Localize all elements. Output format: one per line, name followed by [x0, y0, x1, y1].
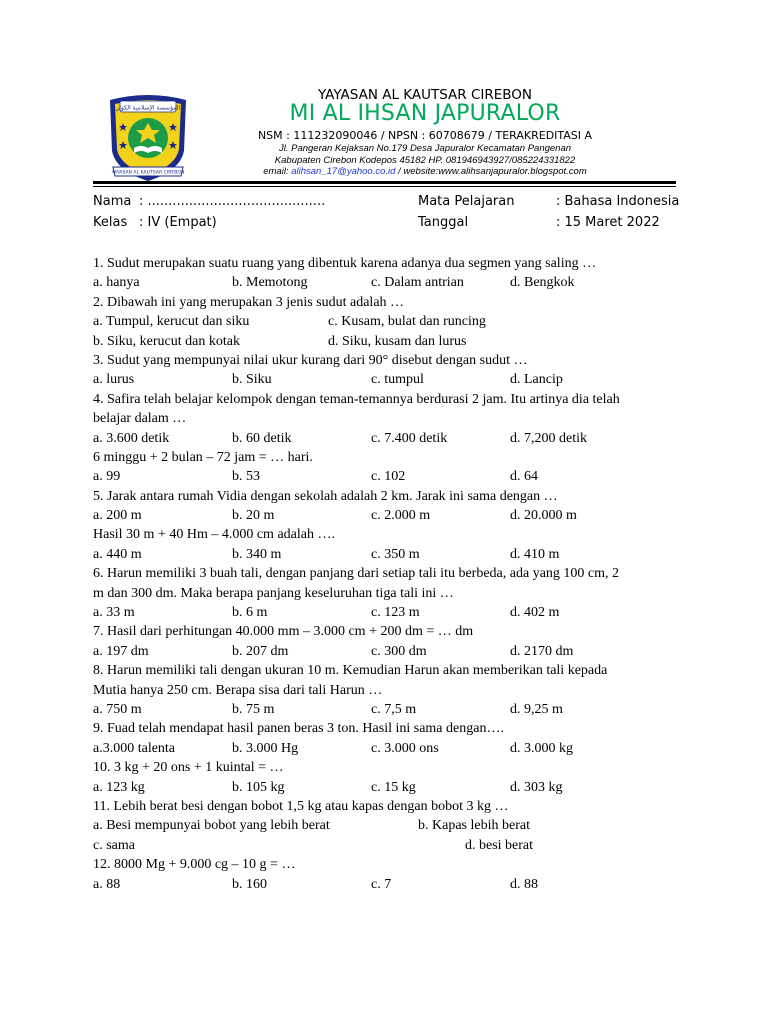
question-item: [93, 797, 683, 855]
answer-options-row: [93, 273, 683, 292]
answer-option[interactable]: b. Kapas lebih berat: [418, 818, 530, 834]
question-text: 4. Safira telah belajar kelompok dengan teman-temannya berdurasi 2 jam. Itu artinya dia telah: [93, 391, 620, 407]
answer-option[interactable]: a. 197 dm: [93, 643, 149, 659]
question-item: [93, 254, 683, 293]
answer-option[interactable]: c. 123 m: [371, 605, 420, 621]
answer-option[interactable]: c. 300 dm: [371, 643, 427, 659]
question-item: [93, 758, 683, 797]
answer-option[interactable]: b. 6 m: [232, 605, 268, 621]
question-text: 12. 8000 Mg + 9.000 cg – 10 g = …: [93, 857, 296, 873]
question-item: [93, 351, 683, 390]
answer-option[interactable]: b. 75 m: [232, 701, 275, 717]
answer-option[interactable]: d. Lancip: [510, 372, 563, 388]
question-text: 3. Sudut yang mempunyai nilai ukur kurang dari 90° disebut dengan sudut …: [93, 352, 528, 368]
answer-option[interactable]: c. 7,5 m: [371, 701, 417, 717]
email-link[interactable]: alihsan_17@yahoo.co.id: [291, 166, 396, 177]
subject-label: Mata Pelajaran: [418, 194, 515, 209]
answer-options-row: [93, 332, 683, 351]
answer-options-row: [93, 739, 683, 758]
school-address-line-2: Kabupaten Cirebon Kodepos 45182 HP. 081946943927/085224331822: [274, 155, 576, 166]
answer-options-row: [93, 778, 683, 797]
question-text: 2. Dibawah ini yang merupakan 3 jenis sudut adalah …: [93, 294, 405, 310]
date-label: Tanggal: [418, 215, 469, 230]
answer-option[interactable]: a. 200 m: [93, 508, 142, 524]
answer-option[interactable]: b. 340 m: [232, 546, 282, 562]
answer-option[interactable]: b. 53: [232, 469, 260, 485]
answer-option[interactable]: d. 303 kg: [510, 779, 563, 795]
answer-options-row: [93, 312, 683, 331]
class-label: Kelas: [93, 215, 128, 230]
answer-option[interactable]: d. 64: [510, 469, 538, 485]
answer-option[interactable]: b. 3.000 Hg: [232, 740, 299, 756]
answer-option[interactable]: a. lurus: [93, 372, 135, 388]
school-registration: NSM : 111232090046 / NPSN : 60708679 / TERAKREDITASI A: [257, 129, 593, 142]
answer-option[interactable]: b. Memotong: [232, 275, 308, 291]
answer-option[interactable]: b. 20 m: [232, 508, 275, 524]
question-text: 9. Fuad telah mendapat hasil panen beras 3 ton. Hasil ini sama dengan….: [93, 721, 504, 737]
question-text: 5. Jarak antara rumah Vidia dengan sekolah adalah 2 km. Jarak ini sama dengan …: [93, 488, 558, 504]
answer-option[interactable]: a. hanya: [93, 275, 140, 291]
question-text: Hasil 30 m + 40 Hm – 4.000 cm adalah ….: [93, 527, 335, 543]
question-item: [93, 719, 683, 758]
question-text: 10. 3 kg + 20 ons + 1 kuintal = …: [93, 760, 284, 776]
question-item: [93, 661, 683, 719]
answer-options-row: [93, 370, 683, 389]
website-text: / website:www.alihsanjapuralor.blogspot.com: [395, 166, 587, 177]
answer-option[interactable]: a. Besi mempunyai bobot yang lebih berat: [93, 818, 330, 834]
letterhead-thick-rule: [93, 181, 676, 184]
answer-option[interactable]: d. 88: [510, 876, 538, 892]
question-item: [93, 564, 683, 622]
answer-option[interactable]: c. 2.000 m: [371, 508, 431, 524]
answer-option[interactable]: c. Dalam antrian: [371, 275, 464, 291]
date-value: : 15 Maret 2022: [556, 215, 660, 230]
answer-option[interactable]: c. 7: [371, 876, 392, 892]
answer-option[interactable]: b. 207 dm: [232, 643, 289, 659]
answer-options-row: [93, 816, 683, 835]
foundation-name: YAYASAN AL KAUTSAR CIREBON: [317, 87, 533, 103]
answer-option[interactable]: c. 102: [371, 469, 406, 485]
question-item: [93, 622, 683, 661]
question-text: 6. Harun memiliki 3 buah tali, dengan panjang dari setiap tali itu berbeda, ada yang 100 cm, 2: [93, 566, 620, 582]
question-text-continued: Mutia hanya 250 cm. Berapa sisa dari tali Harun …: [93, 682, 383, 698]
answer-option[interactable]: b. 160: [232, 876, 267, 892]
subject-value: : Bahasa Indonesia: [556, 194, 680, 209]
answer-option[interactable]: c. 15 kg: [371, 779, 416, 795]
answer-option[interactable]: a. 33 m: [93, 605, 135, 621]
answer-option[interactable]: b. 60 detik: [232, 430, 292, 446]
answer-option[interactable]: c. 350 m: [371, 546, 420, 562]
question-text: 8. Harun memiliki tali dengan ukuran 10 m. Kemudian Harun akan memberikan tali kepada: [93, 663, 608, 679]
question-text: 6 minggu + 2 bulan – 72 jam = … hari.: [93, 449, 313, 465]
answer-options-row: [93, 875, 683, 894]
answer-option[interactable]: d. Siku, kusam dan lurus: [328, 333, 467, 349]
answer-options-row: [93, 642, 683, 661]
school-address-line-1: Jl. Pangeran Kejaksan No.179 Desa Japuralor Kecamatan Pangenan: [278, 143, 572, 154]
answer-option[interactable]: a. 440 m: [93, 546, 142, 562]
answer-option[interactable]: c. tumpul: [371, 372, 424, 388]
answer-options-row: [93, 700, 683, 719]
answer-option[interactable]: a. 88: [93, 876, 121, 892]
answer-options-row: [93, 429, 683, 448]
name-label: Nama: [93, 194, 132, 209]
answer-option[interactable]: a. Tumpul, kerucut dan siku: [93, 314, 250, 330]
class-value: : IV (Empat): [139, 215, 217, 230]
question-item: [93, 487, 683, 526]
question-text-continued: belajar dalam …: [93, 411, 187, 427]
school-contact-line: [150, 166, 700, 177]
question-text-continued: m dan 300 dm. Maka berapa panjang keseluruhan tiga tali ini …: [93, 585, 454, 601]
answer-option[interactable]: a. 3.600 detik: [93, 430, 170, 446]
question-text: 1. Sudut merupakan suatu ruang yang dibentuk karena adanya dua segmen yang saling …: [93, 256, 597, 271]
answer-option[interactable]: b. Siku, kerucut dan kotak: [93, 333, 240, 349]
answer-option[interactable]: d. 20.000 m: [510, 508, 577, 524]
answer-options-row: [93, 506, 683, 525]
answer-option[interactable]: a. 99: [93, 469, 121, 485]
answer-option[interactable]: d. 9,25 m: [510, 701, 563, 717]
answer-option[interactable]: c. 3.000 ons: [371, 740, 439, 756]
answer-option[interactable]: c. Kusam, bulat dan runcing: [328, 314, 486, 330]
question-text: 7. Hasil dari perhitungan 40.000 mm – 3.000 cm + 200 dm = … dm: [93, 624, 474, 640]
question-item: [93, 448, 683, 487]
answer-option[interactable]: d. Bengkok: [510, 275, 575, 291]
answer-option[interactable]: a. 750 m: [93, 701, 142, 717]
name-field[interactable]: : ...........................................: [139, 194, 326, 209]
question-text: 11. Lebih berat besi dengan bobot 1,5 kg atau kapas dengan bobot 3 kg …: [93, 798, 509, 814]
answer-option[interactable]: d. 2170 dm: [510, 643, 574, 659]
question-item: [93, 855, 683, 894]
answer-option[interactable]: b. 105 kg: [232, 779, 285, 795]
question-list: [93, 254, 683, 894]
email-label: email:: [263, 166, 292, 177]
answer-option[interactable]: c. sama: [93, 837, 135, 853]
answer-option[interactable]: d. besi berat: [465, 837, 534, 853]
answer-options-row: [93, 603, 683, 622]
logo-arabic-text: المؤسسة الإسلامية الكوثر: [115, 104, 181, 112]
answer-option[interactable]: d. 3.000 kg: [510, 740, 573, 756]
answer-option[interactable]: c. 7.400 detik: [371, 430, 448, 446]
answer-option[interactable]: a.3.000 talenta: [93, 740, 176, 756]
answer-option[interactable]: a. 123 kg: [93, 779, 145, 795]
answer-options-row: [93, 836, 683, 855]
answer-option[interactable]: d. 7,200 detik: [510, 430, 587, 446]
question-item: [93, 525, 683, 564]
school-name: MI AL IHSAN JAPURALOR: [289, 101, 561, 126]
question-item: [93, 390, 683, 448]
logo-ribbon-text: YAYASAN AL KAUTSAR CIREBON: [111, 170, 185, 176]
answer-options-row: [93, 545, 683, 564]
answer-option[interactable]: d. 410 m: [510, 546, 560, 562]
letterhead-thin-rule: [93, 186, 676, 187]
answer-option[interactable]: d. 402 m: [510, 605, 560, 621]
answer-options-row: [93, 467, 683, 486]
question-item: [93, 293, 683, 351]
answer-option[interactable]: b. Siku: [232, 372, 272, 388]
